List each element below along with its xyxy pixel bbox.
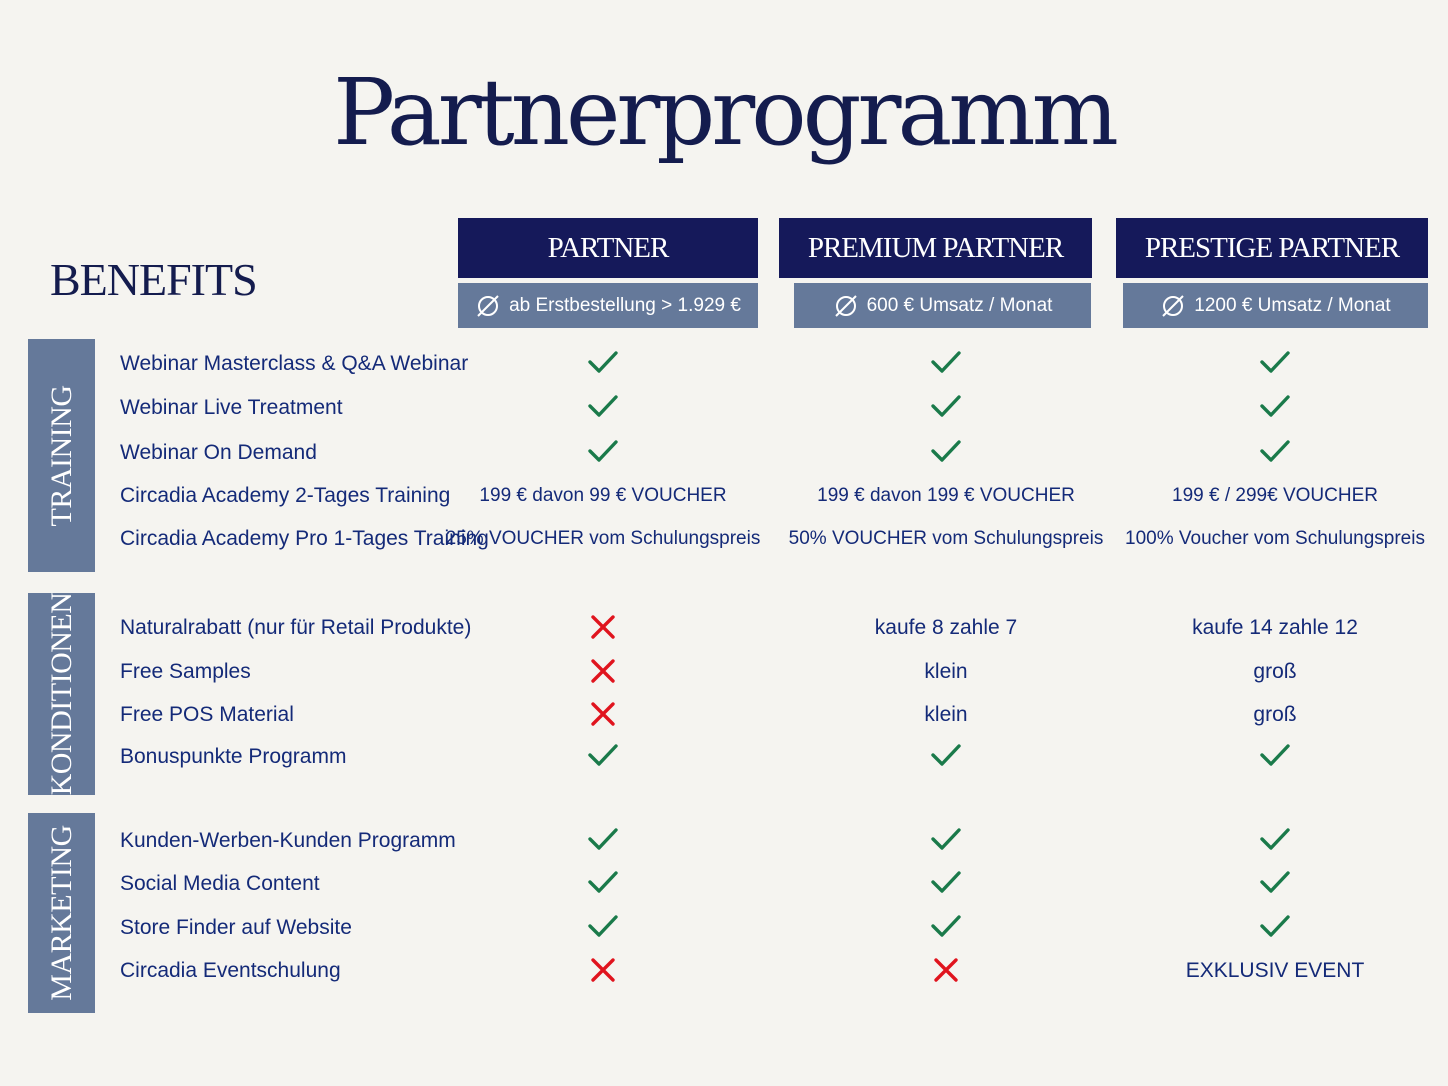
tier-requirement-text: 600 € Umsatz / Monat xyxy=(866,294,1053,316)
tier-requirement-text: 1200 € Umsatz / Monat xyxy=(1194,294,1391,316)
check-icon xyxy=(929,345,963,379)
benefit-label: Free Samples xyxy=(120,660,251,683)
category-training xyxy=(28,339,95,572)
benefit-value: kaufe 8 zahle 7 xyxy=(874,616,1018,639)
category-label: TRAINING xyxy=(44,385,78,526)
benefit-value: 199 € davon 99 € VOUCHER xyxy=(479,485,727,506)
cross-icon xyxy=(586,953,620,987)
diameter-icon xyxy=(475,293,501,319)
benefit-value: EXKLUSIV EVENT xyxy=(1185,959,1365,982)
check-icon xyxy=(1258,389,1292,423)
check-icon xyxy=(586,909,620,943)
check-icon xyxy=(586,345,620,379)
benefit-value: 100% Voucher vom Schulungspreis xyxy=(1125,528,1425,549)
benefit-value: 199 € davon 199 € VOUCHER xyxy=(817,485,1075,506)
tier-header-2: PREMIUM PARTNER xyxy=(779,218,1092,278)
benefit-value: klein xyxy=(924,703,968,726)
benefit-value: groß xyxy=(1253,703,1297,726)
benefit-label: Circadia Academy 2-Tages Training xyxy=(120,484,451,507)
benefit-label: Store Finder auf Website xyxy=(120,916,352,939)
benefit-value: groß xyxy=(1253,660,1297,683)
diameter-icon xyxy=(833,293,859,319)
tier-header-1: PARTNER xyxy=(458,218,758,278)
benefit-label: Social Media Content xyxy=(120,872,320,895)
check-icon xyxy=(1258,822,1292,856)
cross-icon xyxy=(586,610,620,644)
check-icon xyxy=(929,909,963,943)
benefit-label: Webinar On Demand xyxy=(120,441,317,464)
benefit-label: Kunden-Werben-Kunden Programm xyxy=(120,829,456,852)
benefit-value: kaufe 14 zahle 12 xyxy=(1192,616,1358,639)
benefit-label: Circadia Eventschulung xyxy=(120,959,341,982)
benefit-value: 199 € / 299€ VOUCHER xyxy=(1172,485,1378,506)
check-icon xyxy=(1258,738,1292,772)
check-icon xyxy=(929,434,963,468)
benefit-label: Webinar Live Treatment xyxy=(120,396,343,419)
diameter-icon xyxy=(1160,293,1186,319)
category-konditionen xyxy=(28,593,95,795)
benefit-label: Bonuspunkte Programm xyxy=(120,745,347,768)
benefit-label: Webinar Masterclass & Q&A Webinar xyxy=(120,352,469,375)
check-icon xyxy=(1258,865,1292,899)
benefit-label: Free POS Material xyxy=(120,703,294,726)
benefit-label: Circadia Academy Pro 1-Tages Training xyxy=(120,527,489,550)
tier-requirement-2 xyxy=(794,283,1091,328)
benefit-value: 25% VOUCHER vom Schulungspreis xyxy=(445,528,761,549)
check-icon xyxy=(1258,434,1292,468)
check-icon xyxy=(586,738,620,772)
cross-icon xyxy=(586,697,620,731)
cross-icon xyxy=(586,654,620,688)
check-icon xyxy=(586,434,620,468)
tier-requirement-1 xyxy=(458,283,758,328)
check-icon xyxy=(929,738,963,772)
benefit-value: 50% VOUCHER vom Schulungspreis xyxy=(788,528,1104,549)
category-label: KONDITIONEN xyxy=(44,592,78,796)
check-icon xyxy=(1258,345,1292,379)
check-icon xyxy=(586,865,620,899)
category-label: MARKETING xyxy=(44,825,78,1001)
tier-requirement-text: ab Erstbestellung > 1.929 € xyxy=(509,294,741,316)
category-marketing xyxy=(28,813,95,1013)
check-icon xyxy=(1258,909,1292,943)
check-icon xyxy=(586,389,620,423)
check-icon xyxy=(586,822,620,856)
page-title: Partnerprogramm xyxy=(333,59,1115,166)
benefit-value: klein xyxy=(924,660,968,683)
check-icon xyxy=(929,822,963,856)
tier-requirement-3 xyxy=(1123,283,1428,328)
cross-icon xyxy=(929,953,963,987)
benefit-label: Naturalrabatt (nur für Retail Produkte) xyxy=(120,616,472,639)
benefits-heading: BENEFITS xyxy=(50,254,257,305)
check-icon xyxy=(929,389,963,423)
check-icon xyxy=(929,865,963,899)
tier-header-3: PRESTIGE PARTNER xyxy=(1116,218,1428,278)
